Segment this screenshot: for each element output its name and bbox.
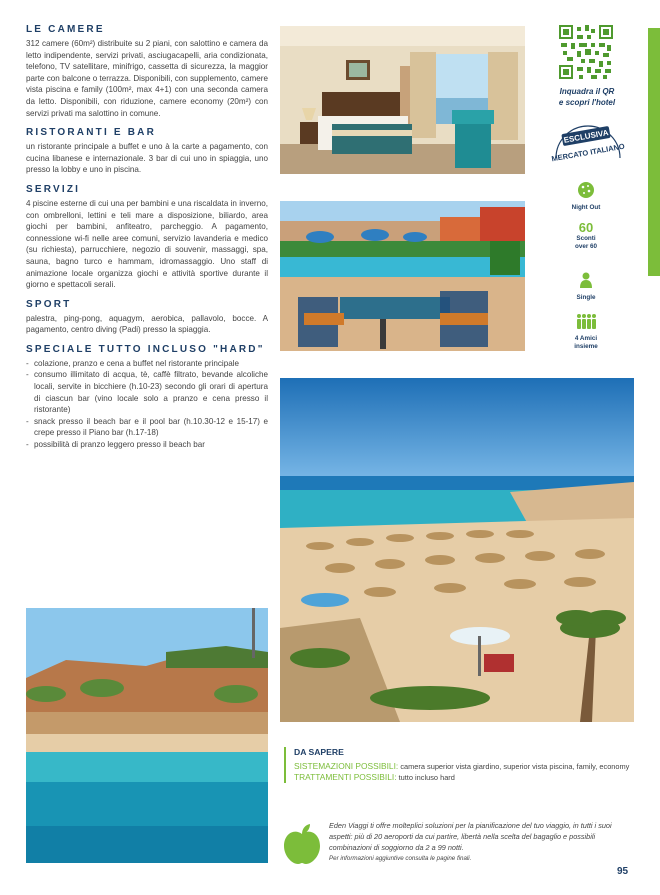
stamp-label-1: ESCLUSIVA	[563, 128, 610, 145]
single-icon	[577, 271, 595, 289]
speciale-list	[26, 358, 268, 451]
section-title-ristoranti: RISTORANTI E BAR	[26, 127, 157, 139]
section-title-camere: LE CAMERE	[26, 24, 105, 35]
section-ristoranti	[26, 127, 268, 176]
four-friends-icon	[575, 312, 597, 330]
bay-photo	[26, 608, 268, 863]
feature-four-friends	[546, 312, 626, 350]
apple-icon	[280, 822, 324, 866]
night-out-icon	[577, 181, 595, 199]
beach-photo	[280, 378, 634, 722]
section-text-servizi: 4 piscine esterne di cui una per bambini e una riscaldata in inverno, con ombrelloni, lettini e teli mare a disposizione, biliardo, area giochi per bambini, anfiteatro, parcheggio. A pagamento, connessione wi-fi nelle aree comuni, servizio lavanderia e medico (su richiesta), parrucchiere, negozio di souvenir, massaggi, spa, sauna, bagno turco e hammam, idromassaggio. Uno staff di animazione locale organizza giochi e attività sportive durante il giorno e spettacoli serali.	[26, 198, 268, 290]
text-column	[26, 24, 268, 459]
qr-caption	[546, 86, 628, 108]
pool-terrace-photo	[280, 201, 525, 351]
eden-note	[329, 820, 635, 864]
info-trattamenti	[294, 772, 648, 783]
stamp-label-2: MERCATO ITALIANO	[550, 141, 626, 164]
info-sistemazioni-key: SISTEMAZIONI POSSIBILI:	[294, 761, 399, 771]
section-title-sport: SPORT	[26, 298, 72, 310]
section-text-sport: palestra, ping-pong, aquagym, aerobica, pallavolo, bocce. A pagamento, centro diving (Padi) presso la spiaggia.	[26, 313, 268, 335]
list-item: - colazione, pranzo e cena a buffet nel ristorante principale	[26, 358, 268, 370]
eden-text: Eden Viaggi ti offre molteplici soluzioni per la pianificazione del tuo viaggio, in tutti i suoi aspetti: più di 20 aeroporti da cui partire, libertà nella scelta del bagaglio e possibili combinazioni di soggiorno da 2 a 99 notti.	[329, 821, 612, 852]
feature-night-out	[546, 181, 626, 212]
section-title-speciale: SPECIALE TUTTO INCLUSO "HARD"	[26, 343, 265, 355]
feature-label: Single	[576, 294, 596, 301]
section-text-ristoranti: un ristorante principale a buffet e uno à la carte a pagamento, con cucina libanese e internazionale. 3 bar di cui uno in spiaggia, uno presso la lobby e uno in piscina.	[26, 142, 268, 175]
feature-over-60	[546, 221, 626, 250]
feature-single	[546, 271, 626, 302]
section-title-servizi: SERVIZI	[26, 183, 81, 195]
eden-small-text: Per informazioni aggiuntive consulta le pagine finali.	[329, 855, 472, 862]
feature-label-sub: over 60	[574, 242, 598, 250]
feature-label: Night Out	[571, 204, 601, 211]
list-item: - snack presso il beach bar e il pool bar (h.10.30-12 e 15-17) e crepe presso il Piano bar (h.17-18)	[26, 416, 268, 439]
info-box	[284, 747, 648, 783]
list-item: - possibilità di pranzo leggero presso il beach bar	[26, 439, 268, 451]
page-number: 95	[617, 866, 629, 877]
over-60-icon: 60	[578, 220, 594, 235]
section-camere	[26, 24, 268, 119]
accent-bar	[648, 28, 660, 276]
qr-code[interactable]	[559, 25, 613, 79]
section-speciale	[26, 344, 268, 451]
list-item: - consumo illimitato di acqua, tè, caffè filtrato, bevande alcoliche locali, servite in bicchiere (h.10-23) secondo gli orari di apertura di ciascun bar (vino locale solo a pranzo e cena presso il ristorante)	[26, 369, 268, 415]
info-sistemazioni	[294, 761, 648, 772]
section-text-camere: 312 camere (60m²) distribuite su 2 piani, con salottino e camera da letto indipendente, servizi privati, asciugacapelli, aria condizionata, telefono, TV satellitare, minifrigo, cassetta di sicurezza, la maggior parte con balcone o terrazza. Disponibili, con supplemento, camere vista piscina e family (100m², max 4+1) con una seconda camera da letto. Disponibili, con riduzione, camere economy (20m²) con servizi privati ma salottino in comune.	[26, 39, 268, 118]
qr-caption-line-1: Inquadra il QR	[559, 87, 615, 96]
room-photo	[280, 26, 525, 174]
feature-label: Sconti	[576, 235, 596, 242]
feature-label-sub: insieme	[574, 342, 598, 350]
info-trattamenti-value: tutto incluso hard	[398, 773, 455, 782]
info-trattamenti-key: TRATTAMENTI POSSIBILI:	[294, 772, 397, 782]
section-servizi	[26, 184, 268, 291]
section-sport	[26, 299, 268, 336]
exclusive-stamp	[548, 118, 628, 180]
feature-label: 4 Amici	[574, 335, 598, 342]
info-sistemazioni-value: camera superior vista giardino, superior vista piscina, family, economy	[400, 762, 630, 771]
qr-caption-line-2: e scopri l'hotel	[558, 98, 616, 107]
info-title: DA SAPERE	[294, 747, 344, 757]
